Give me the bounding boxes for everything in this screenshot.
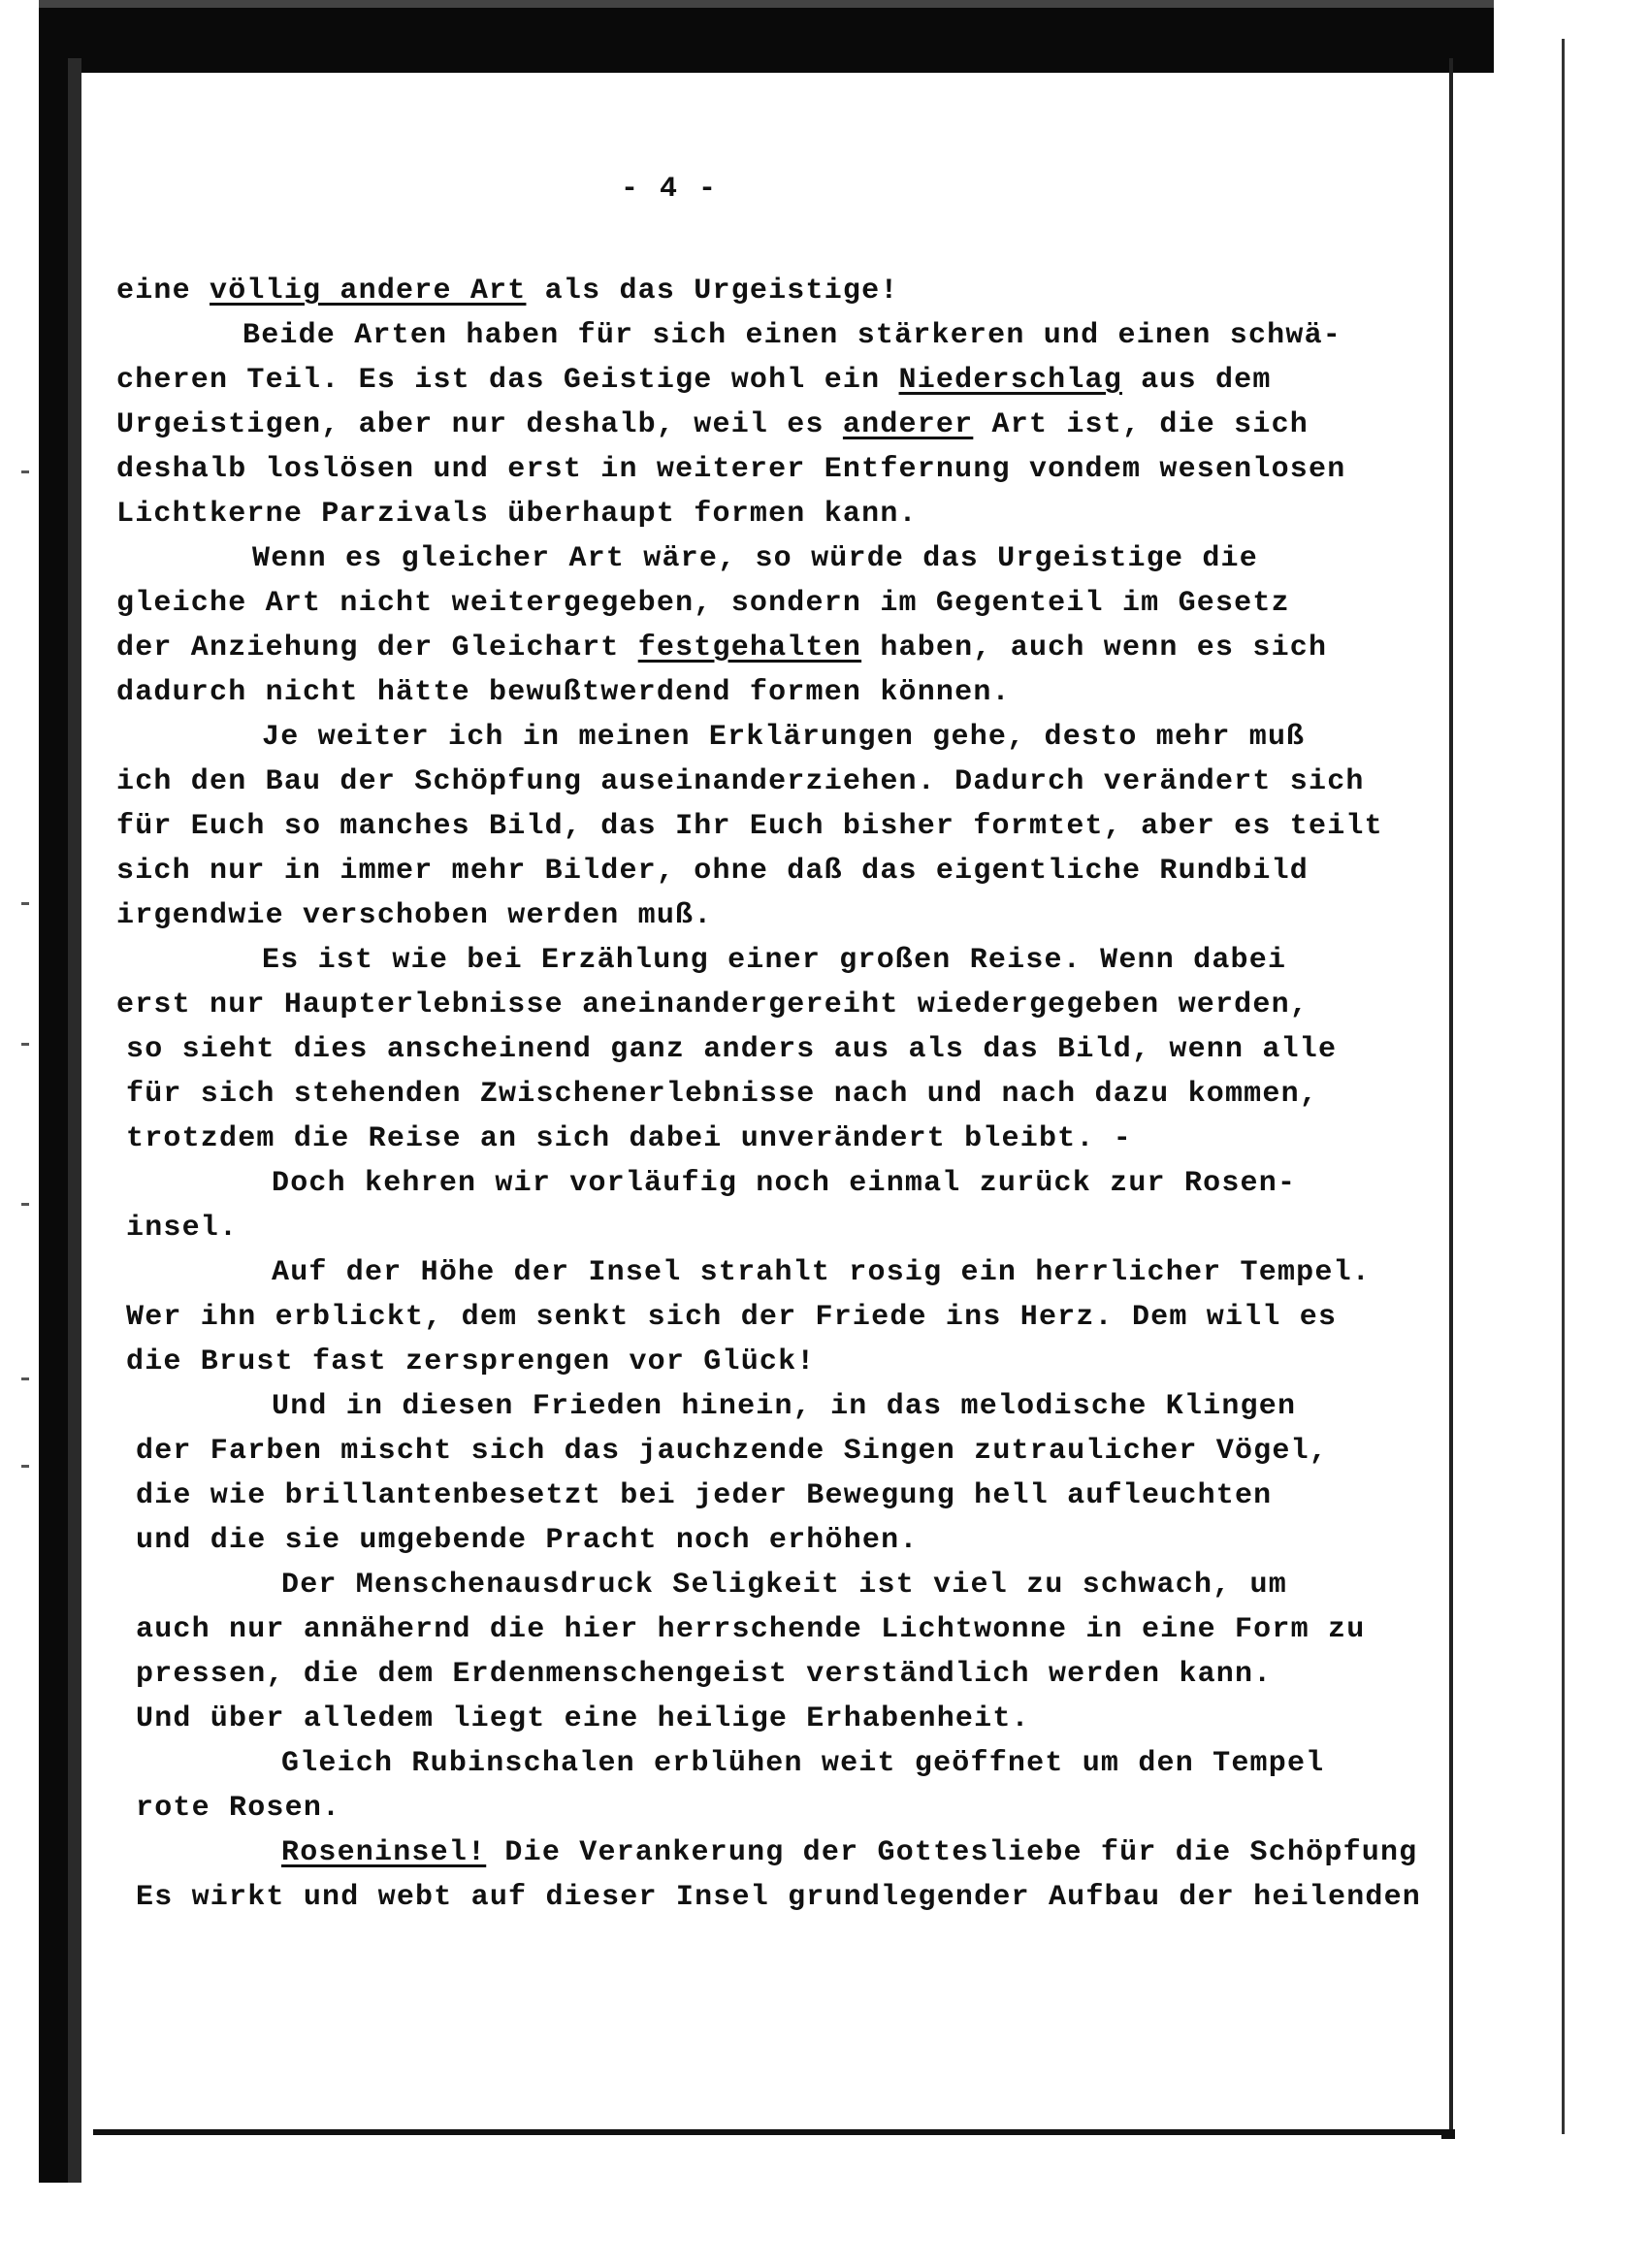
- text-segment: die Brust fast zersprengen vor Glück!: [126, 1345, 816, 1378]
- text-segment: trotzdem die Reise an sich dabei unverändert bleibt. -: [126, 1122, 1132, 1155]
- text-segment: für sich stehenden Zwischenerlebnisse nach und nach dazu kommen,: [126, 1078, 1318, 1111]
- text-line: [116, 363, 1272, 398]
- text-segment: auch nur annähernd die hier herrschende Lichtwonne in eine Form zu: [136, 1613, 1366, 1646]
- text-segment: pressen, die dem Erdenmenschengeist verständlich werden kann.: [136, 1658, 1273, 1691]
- text-line: [126, 1077, 1318, 1112]
- text-line: [136, 1791, 340, 1826]
- text-line: [126, 1345, 816, 1379]
- text-line: [242, 318, 1342, 353]
- text-line: [116, 631, 1327, 665]
- text-segment: Gleich Rubinschalen erblühen weit geöffnet um den Tempel: [281, 1747, 1325, 1780]
- text-line: [136, 1880, 1421, 1915]
- text-line: [116, 407, 1309, 442]
- underlined-text: völlig andere Art: [210, 275, 527, 308]
- text-line: [116, 497, 918, 532]
- text-segment: Doch kehren wir vorläufig noch einmal zurück zur Rosen-: [272, 1167, 1297, 1200]
- text-segment: Es wirkt und webt auf dieser Insel grundlegender Aufbau der heilenden: [136, 1881, 1422, 1914]
- text-segment: aus dem: [1121, 364, 1272, 397]
- text-segment: Lichtkerne Parzivals überhaupt formen kann.: [116, 498, 918, 531]
- text-segment: Wenn es gleicher Art wäre, so würde das Urgeistige die: [252, 542, 1258, 575]
- text-line: [126, 1300, 1337, 1335]
- text-line: [116, 898, 713, 933]
- text-segment: so sieht dies anscheinend ganz anders aus als das Bild, wenn alle: [126, 1033, 1338, 1066]
- text-segment: Wer ihn erblickt, dem senkt sich der Friede ins Herz. Dem will es: [126, 1301, 1338, 1334]
- text-line: [126, 1121, 1132, 1156]
- text-line: [262, 720, 1305, 755]
- text-line: [281, 1835, 1417, 1870]
- underlined-text: Roseninsel!: [281, 1836, 487, 1869]
- text-segment: der Farben mischt sich das jauchzende Singen zutraulicher Vögel,: [136, 1435, 1328, 1468]
- text-segment: eine: [116, 275, 210, 308]
- text-segment: Je weiter ich in meinen Erklärungen gehe, desto mehr muß: [262, 721, 1306, 754]
- text-segment: ich den Bau der Schöpfung auseinanderziehen. Dadurch verändert sich: [116, 765, 1365, 798]
- scan-speck: [21, 1043, 29, 1046]
- text-segment: irgendwie verschoben werden muß.: [116, 899, 713, 932]
- text-line: [136, 1434, 1328, 1469]
- text-line: [136, 1701, 1030, 1736]
- text-segment: dadurch nicht hätte bewußtwerdend formen können.: [116, 676, 1011, 709]
- text-line: [136, 1657, 1272, 1692]
- text-line: [116, 854, 1309, 889]
- scan-speck: [21, 902, 29, 905]
- text-segment: haben, auch wenn es sich: [861, 632, 1328, 664]
- scan-frame-right: [1562, 39, 1565, 2134]
- underlined-text: festgehalten: [637, 632, 862, 664]
- text-segment: für Euch so manches Bild, das Ihr Euch bisher formtet, aber es teilt: [116, 810, 1383, 843]
- text-segment: Und über alledem liegt eine heilige Erhabenheit.: [136, 1702, 1030, 1735]
- page-right-border: [1449, 58, 1453, 2129]
- text-line: [126, 1032, 1337, 1067]
- text-segment: Und in diesen Frieden hinein, in das melodische Klingen: [272, 1390, 1297, 1423]
- scan-speck: [21, 470, 29, 473]
- text-segment: Der Menschenausdruck Seligkeit ist viel zu schwach, um: [281, 1569, 1287, 1602]
- text-line: [116, 809, 1383, 844]
- text-line: [116, 675, 1011, 710]
- text-segment: Es ist wie bei Erzählung einer großen Reise. Wenn dabei: [262, 944, 1287, 977]
- text-line: [116, 452, 1345, 487]
- text-segment: erst nur Haupterlebnisse aneinandergereiht wiedergegeben werden,: [116, 988, 1309, 1021]
- scan-frame-left: [39, 39, 68, 2183]
- text-line: [116, 764, 1365, 799]
- text-line: [116, 586, 1290, 621]
- text-segment: und die sie umgebende Pracht noch erhöhen.: [136, 1524, 919, 1557]
- scan-speck: [21, 1203, 29, 1206]
- text-line: [281, 1746, 1324, 1781]
- underlined-text: Niederschlag: [898, 364, 1122, 397]
- scan-frame-left-inner: [68, 58, 81, 2183]
- text-segment: Auf der Höhe der Insel strahlt rosig ein herrlicher Tempel.: [272, 1256, 1371, 1289]
- text-line: [116, 988, 1309, 1022]
- text-segment: Art ist, die sich: [973, 408, 1309, 441]
- page-number: - 4 -: [621, 173, 719, 206]
- scan-frame-top: [39, 0, 1494, 73]
- text-segment: rote Rosen.: [136, 1792, 341, 1825]
- text-segment: sich nur in immer mehr Bilder, ohne daß das eigentliche Rundbild: [116, 855, 1309, 888]
- text-line: [136, 1612, 1365, 1647]
- text-segment: Die Verankerung der Gottesliebe für die Schöpfung: [486, 1836, 1418, 1869]
- text-segment: der Anziehung der Gleichart: [116, 632, 638, 664]
- text-segment: deshalb loslösen und erst in weiterer Entfernung vondem wesenlosen: [116, 453, 1346, 486]
- text-segment: insel.: [126, 1212, 239, 1245]
- text-line: [126, 1211, 238, 1246]
- scan-speck: [21, 1465, 29, 1468]
- text-line: [136, 1478, 1272, 1513]
- text-line: [262, 943, 1286, 978]
- text-line: [272, 1389, 1296, 1424]
- text-segment: die wie brillantenbesetzt bei jeder Bewegung hell aufleuchten: [136, 1479, 1273, 1512]
- text-line: [281, 1568, 1287, 1603]
- text-segment: gleiche Art nicht weitergegeben, sondern im Gegenteil im Gesetz: [116, 587, 1290, 620]
- text-segment: cheren Teil. Es ist das Geistige wohl ein: [116, 364, 899, 397]
- text-line: [116, 274, 899, 308]
- underlined-text: anderer: [842, 408, 974, 441]
- text-segment: Urgeistigen, aber nur deshalb, weil es: [116, 408, 843, 441]
- text-line: [252, 541, 1258, 576]
- text-line: [272, 1255, 1371, 1290]
- text-line: [272, 1166, 1296, 1201]
- scan-speck: [21, 1377, 29, 1380]
- text-line: [136, 1523, 919, 1558]
- text-segment: Beide Arten haben für sich einen stärkeren und einen schwä-: [242, 319, 1342, 352]
- text-segment: als das Urgeistige!: [526, 275, 899, 308]
- page-bottom-border: [93, 2129, 1445, 2135]
